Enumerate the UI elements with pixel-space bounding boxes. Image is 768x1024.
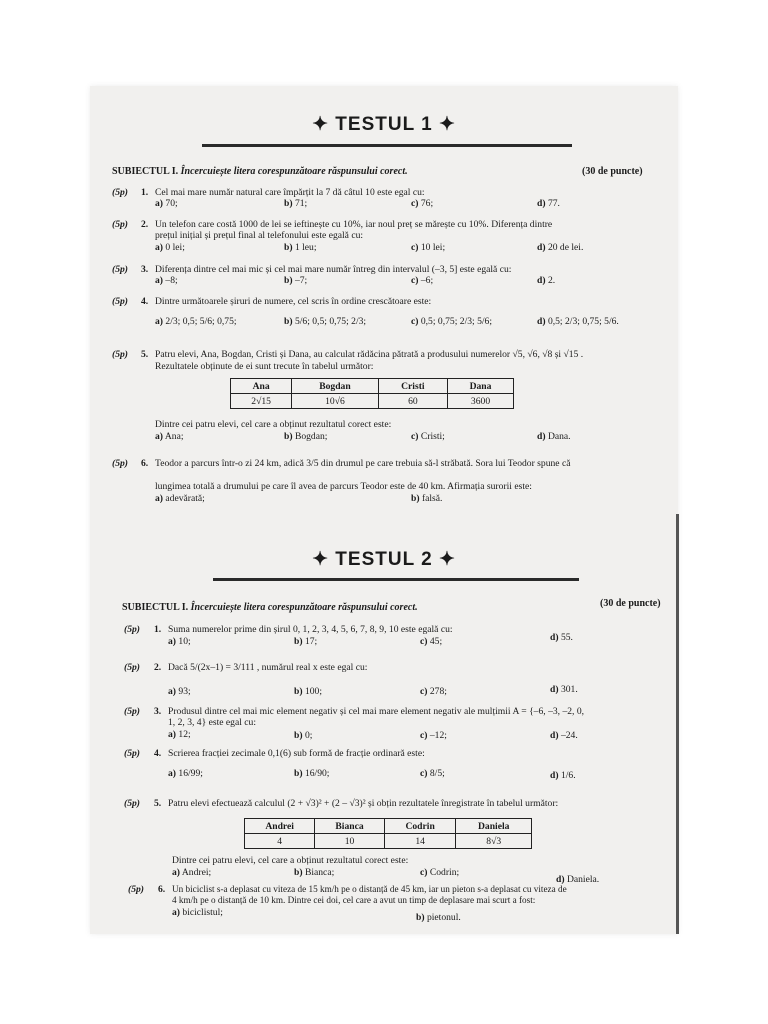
test2-title-rule bbox=[213, 578, 579, 581]
test1-q4-option-c[interactable]: c) 0,5; 0,75; 2/3; 5/6; bbox=[411, 316, 493, 327]
test2-subject-instruction: Încercuiește litera corespunzătoare răspunsului corect. bbox=[190, 602, 418, 613]
test1-q5-text-question: Dintre cei patru elevi, cel care a obținut rezultatul corect este: bbox=[155, 419, 392, 430]
table-header: Bianca bbox=[315, 819, 385, 834]
test2-q3-number: 3. bbox=[154, 706, 162, 717]
test2-q3-option-a[interactable]: a) 12; bbox=[168, 729, 191, 740]
test2-q5-option-d[interactable]: d) Daniela. bbox=[556, 874, 600, 885]
test2-q3-text-cont: 1, 2, 3, 4} este egal cu: bbox=[168, 717, 256, 728]
test2-q5-number: 5. bbox=[154, 798, 162, 809]
test1-q5-option-c[interactable]: c) Cristi; bbox=[411, 431, 445, 442]
table-cell: 3600 bbox=[448, 394, 514, 409]
test1-q3-text: Diferența dintre cel mai mic și cel mai mare număr întreg din intervalul (–3, 5] este egală cu: bbox=[155, 264, 512, 275]
test2-q4-points: (5p) bbox=[124, 748, 140, 759]
table-header: Daniela bbox=[456, 819, 532, 834]
test2-q5-points: (5p) bbox=[124, 798, 140, 809]
page-edge-shadow bbox=[676, 514, 679, 934]
test2-q6-text: Un biciclist s-a deplasat cu viteza de 15 km/h pe o distanță de 45 km, iar un pieton s-a deplasat cu viteza de bbox=[172, 884, 567, 894]
test2-q2-points: (5p) bbox=[124, 662, 140, 673]
table-cell: 2√15 bbox=[231, 394, 292, 409]
test1-q6-number: 6. bbox=[141, 458, 149, 469]
table-header: Bogdan bbox=[292, 379, 378, 394]
test1-q1-option-a[interactable]: a) 70; bbox=[155, 198, 178, 209]
table-cell: 8√3 bbox=[456, 834, 532, 849]
test2-q6-text-cont: 4 km/h pe o distanță de 10 km. Dintre cei doi, cel care a avut un timp de deplasare mai scurt a fost: bbox=[172, 895, 536, 905]
test2-subject bbox=[122, 602, 418, 613]
test1-q3-option-c[interactable]: c) –6; bbox=[411, 275, 434, 286]
test1-subject-instruction: Încercuiește litera corespunzătoare răspunsului corect. bbox=[180, 166, 408, 177]
test2-q4-option-b[interactable]: b) 16/90; bbox=[294, 768, 330, 779]
test2-q4-option-d[interactable]: d) 1/6. bbox=[550, 770, 576, 781]
table-cell: 14 bbox=[384, 834, 456, 849]
test1-q5-table bbox=[230, 378, 514, 409]
test1-q3-option-d[interactable]: d) 2. bbox=[537, 275, 556, 286]
test1-q6-option-a[interactable]: a) adevărată; bbox=[155, 493, 205, 504]
table-cell: 10 bbox=[315, 834, 385, 849]
test2-q5-option-b[interactable]: b) Bianca; bbox=[294, 867, 335, 878]
test1-q1-option-b[interactable]: b) 71; bbox=[284, 198, 308, 209]
test1-q5-number: 5. bbox=[141, 349, 149, 360]
test2-q3-option-c[interactable]: c) –12; bbox=[420, 730, 447, 741]
test1-q2-option-d[interactable]: d) 20 de lei. bbox=[537, 242, 584, 253]
test1-q4-text: Dintre următoarele șiruri de numere, cel scris în ordine crescătoare este: bbox=[155, 296, 432, 307]
test1-q5-option-d[interactable]: d) Dana. bbox=[537, 431, 571, 442]
table-cell: 10√6 bbox=[292, 394, 378, 409]
test1-q5-text: Patru elevi, Ana, Bogdan, Cristi și Dana, au calculat rădăcina pătrată a produsului numerelor √5, √6, √8 și √15 . bbox=[155, 349, 584, 360]
test1-q3-option-a[interactable]: a) –8; bbox=[155, 275, 178, 286]
test1-q1-points: (5p) bbox=[112, 187, 128, 198]
test1-q4-option-a[interactable]: a) 2/3; 0,5; 5/6; 0,75; bbox=[155, 316, 237, 327]
test1-q1-option-d[interactable]: d) 77. bbox=[537, 198, 560, 209]
test2-q5-text: Patru elevi efectuează calculul (2 + √3)² + (2 – √3)² și obțin rezultatele înregistrate în tabelul următor: bbox=[168, 798, 559, 809]
test1-q3-number: 3. bbox=[141, 264, 149, 275]
table-cell: 60 bbox=[378, 394, 447, 409]
test1-title-rule bbox=[202, 144, 572, 147]
test2-q6-number: 6. bbox=[158, 884, 166, 895]
test2-q2-option-c[interactable]: c) 278; bbox=[420, 686, 447, 697]
test1-q4-points: (5p) bbox=[112, 296, 128, 307]
test1-q6-points: (5p) bbox=[112, 458, 128, 469]
test1-q5-option-b[interactable]: b) Bogdan; bbox=[284, 431, 328, 442]
test1-q6-text-cont: lungimea totală a drumului pe care îl avea de parcurs Teodor este de 40 km. Afirmația surorii este: bbox=[155, 481, 532, 492]
test1-q6-text: Teodor a parcurs într-o zi 24 km, adică 3/5 din drumul pe care trebuia să-l străbată. Sora lui Teodor spune că bbox=[155, 458, 571, 469]
test2-q2-text: Dacă 5/(2x–1) = 3/111 , numărul real x este egal cu: bbox=[168, 662, 368, 673]
test2-q3-option-d[interactable]: d) –24. bbox=[550, 730, 578, 741]
test1-subject bbox=[112, 166, 408, 177]
test1-q5-option-a[interactable]: a) Ana; bbox=[155, 431, 184, 442]
test2-q3-text: Produsul dintre cel mai mic element negativ și cel mai mare element negativ ale mulțimii A = {–6, –3, –2, 0, bbox=[168, 706, 585, 717]
test2-q5-option-c[interactable]: c) Codrin; bbox=[420, 867, 460, 878]
test2-q1-text: Suma numerelor prime din șirul 0, 1, 2, 3, 4, 5, 6, 7, 8, 9, 10 este egală cu: bbox=[168, 624, 453, 635]
test2-q6-option-a[interactable]: a) biciclistul; bbox=[172, 907, 223, 918]
test2-subject-label: SUBIECTUL I. bbox=[122, 602, 189, 613]
test1-q2-option-b[interactable]: b) 1 leu; bbox=[284, 242, 317, 253]
test2-q1-option-d[interactable]: d) 55. bbox=[550, 632, 573, 643]
test1-q5-text-cont: Rezultatele obținute de ei sunt trecute în tabelul următor: bbox=[155, 361, 374, 372]
test1-q1-number: 1. bbox=[141, 187, 149, 198]
test1-q4-option-d[interactable]: d) 0,5; 2/3; 0,75; 5/6. bbox=[537, 316, 619, 327]
test2-q6-option-b[interactable]: b) pietonul. bbox=[416, 912, 461, 923]
test2-q4-number: 4. bbox=[154, 748, 162, 759]
test2-q5-option-a[interactable]: a) Andrei; bbox=[172, 867, 212, 878]
test1-q2-number: 2. bbox=[141, 219, 149, 230]
test1-title: ✦ TESTUL 1 ✦ bbox=[312, 114, 456, 135]
test1-q1-text: Cel mai mare număr natural care împărțit la 7 dă câtul 10 este egal cu: bbox=[155, 187, 425, 198]
test2-q2-number: 2. bbox=[154, 662, 162, 673]
test2-q2-option-a[interactable]: a) 93; bbox=[168, 686, 191, 697]
test1-subject-label: SUBIECTUL I. bbox=[112, 166, 179, 177]
test1-q2-points: (5p) bbox=[112, 219, 128, 230]
test1-q2-text-cont: prețul inițial și prețul final al telefonului este egală cu: bbox=[155, 230, 364, 241]
test2-q1-points: (5p) bbox=[124, 624, 140, 635]
test1-q4-number: 4. bbox=[141, 296, 149, 307]
test2-q5-text-question: Dintre cei patru elevi, cel care a obținut rezultatul corect este: bbox=[172, 855, 409, 866]
test2-q1-option-b[interactable]: b) 17; bbox=[294, 636, 318, 647]
test1-q3-points: (5p) bbox=[112, 264, 128, 275]
test1-q2-option-a[interactable]: a) 0 lei; bbox=[155, 242, 185, 253]
table-cell: 4 bbox=[245, 834, 315, 849]
table-header: Cristi bbox=[378, 379, 447, 394]
test1-q3-option-b[interactable]: b) –7; bbox=[284, 275, 308, 286]
test1-q6-option-b[interactable]: b) falsă. bbox=[411, 493, 443, 504]
test1-q4-option-b[interactable]: b) 5/6; 0,5; 0,75; 2/3; bbox=[284, 316, 367, 327]
test1-q5-points: (5p) bbox=[112, 349, 128, 360]
test2-q6-points: (5p) bbox=[128, 884, 144, 895]
test2-q4-text: Scrierea fracției zecimale 0,1(6) sub formă de fracție ordinară este: bbox=[168, 748, 425, 759]
test2-q4-option-a[interactable]: a) 16/99; bbox=[168, 768, 203, 779]
table-header: Ana bbox=[231, 379, 292, 394]
test2-q2-option-b[interactable]: b) 100; bbox=[294, 686, 322, 697]
test1-q2-option-c[interactable]: c) 10 lei; bbox=[411, 242, 446, 253]
test2-q2-option-d[interactable]: d) 301. bbox=[550, 684, 578, 695]
table-header: Dana bbox=[448, 379, 514, 394]
test2-q3-option-b[interactable]: b) 0; bbox=[294, 730, 313, 741]
test2-q5-table bbox=[244, 818, 532, 849]
test1-q2-text: Un telefon care costă 1000 de lei se ieftinește cu 10%, iar noul preț se mărește cu 10%. Diferența dintre bbox=[155, 219, 553, 230]
test2-title: ✦ TESTUL 2 ✦ bbox=[312, 549, 456, 570]
test2-q3-points: (5p) bbox=[124, 706, 140, 717]
test2-q1-option-c[interactable]: c) 45; bbox=[420, 636, 443, 647]
table-header: Codrin bbox=[384, 819, 456, 834]
test2-points: (30 de puncte) bbox=[600, 598, 661, 609]
test2-q1-option-a[interactable]: a) 10; bbox=[168, 636, 191, 647]
test1-q1-option-c[interactable]: c) 76; bbox=[411, 198, 434, 209]
test2-q4-option-c[interactable]: c) 8/5; bbox=[420, 768, 445, 779]
test1-points: (30 de puncte) bbox=[582, 166, 643, 177]
table-header: Andrei bbox=[245, 819, 315, 834]
test2-q1-number: 1. bbox=[154, 624, 162, 635]
